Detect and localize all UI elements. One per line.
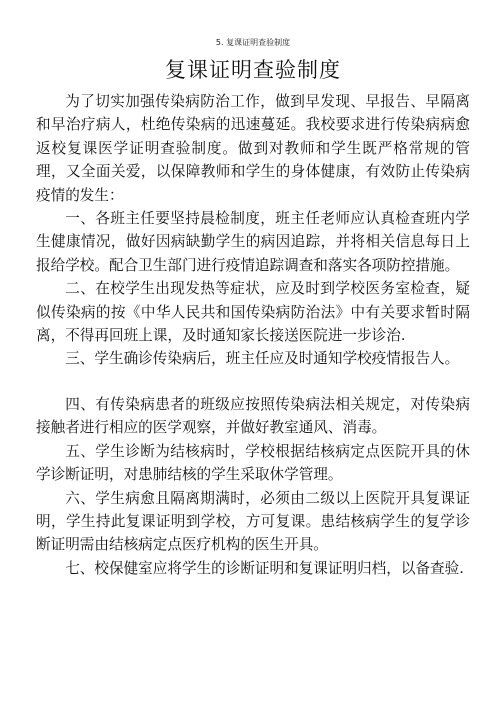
rule-paragraph-4: 四、有传染病患者的班级应按照传染病法相关规定，对传染病接触者进行相应的医学观察，并做好教室通风、消毒。: [36, 395, 470, 437]
rule-paragraph-7: 七、校保健室应将学生的诊断证明和复课证明归档，以备查验.: [65, 559, 464, 577]
document-body: [36, 90, 470, 580]
rule-paragraph-1: 一、各班主任要坚持晨检制度，班主任老师应认真检查班内学生健康情况，做好因病缺勤学生的病因追踪，并将相关信息每日上报给学校。配合卫生部门进行疫情追踪调查和落实各项防控措施。: [36, 210, 470, 274]
running-header: 5. 复课证明查验制度: [215, 38, 291, 47]
intro-paragraph: 为了切实加强传染病防治工作，做到早发现、早报告、早隔离和早治疗病人，杜绝传染病的迅速蔓延。我校要求进行传染病病愈返校复课医学证明查验制度。做到对教师和学生既严格常规的管理，又全面关爱，以保障教师和学生的身体健康，有效防止传染病疫情的发生：: [36, 93, 470, 204]
rule-paragraph-2: 二、在校学生出现发热等症状，应及时到学校医务室检查，疑似传染病的按《中华人民共和国传染病防治法》中有关要求暂时隔离，不得再回班上课，及时通知家长接送医院进一步诊治.: [36, 280, 470, 345]
document-title: 复课证明查验制度: [165, 58, 341, 82]
rule-paragraph-3: 三、学生确诊传染病后，班主任应及时通知学校疫情报告人。: [65, 350, 460, 368]
rule-paragraph-5: 五、学生诊断为结核病时，学校根据结核病定点医院开具的休学诊断证明，对患肺结核的学生采取休学管理。: [36, 442, 470, 484]
rule-paragraph-6: 六、学生病愈且隔离期满时，必须由二级以上医院开具复课证明，学生持此复课证明到学校，方可复课。患结核病学生的复学诊断证明需由结核病定点医疗机构的医生开具。: [36, 489, 470, 554]
